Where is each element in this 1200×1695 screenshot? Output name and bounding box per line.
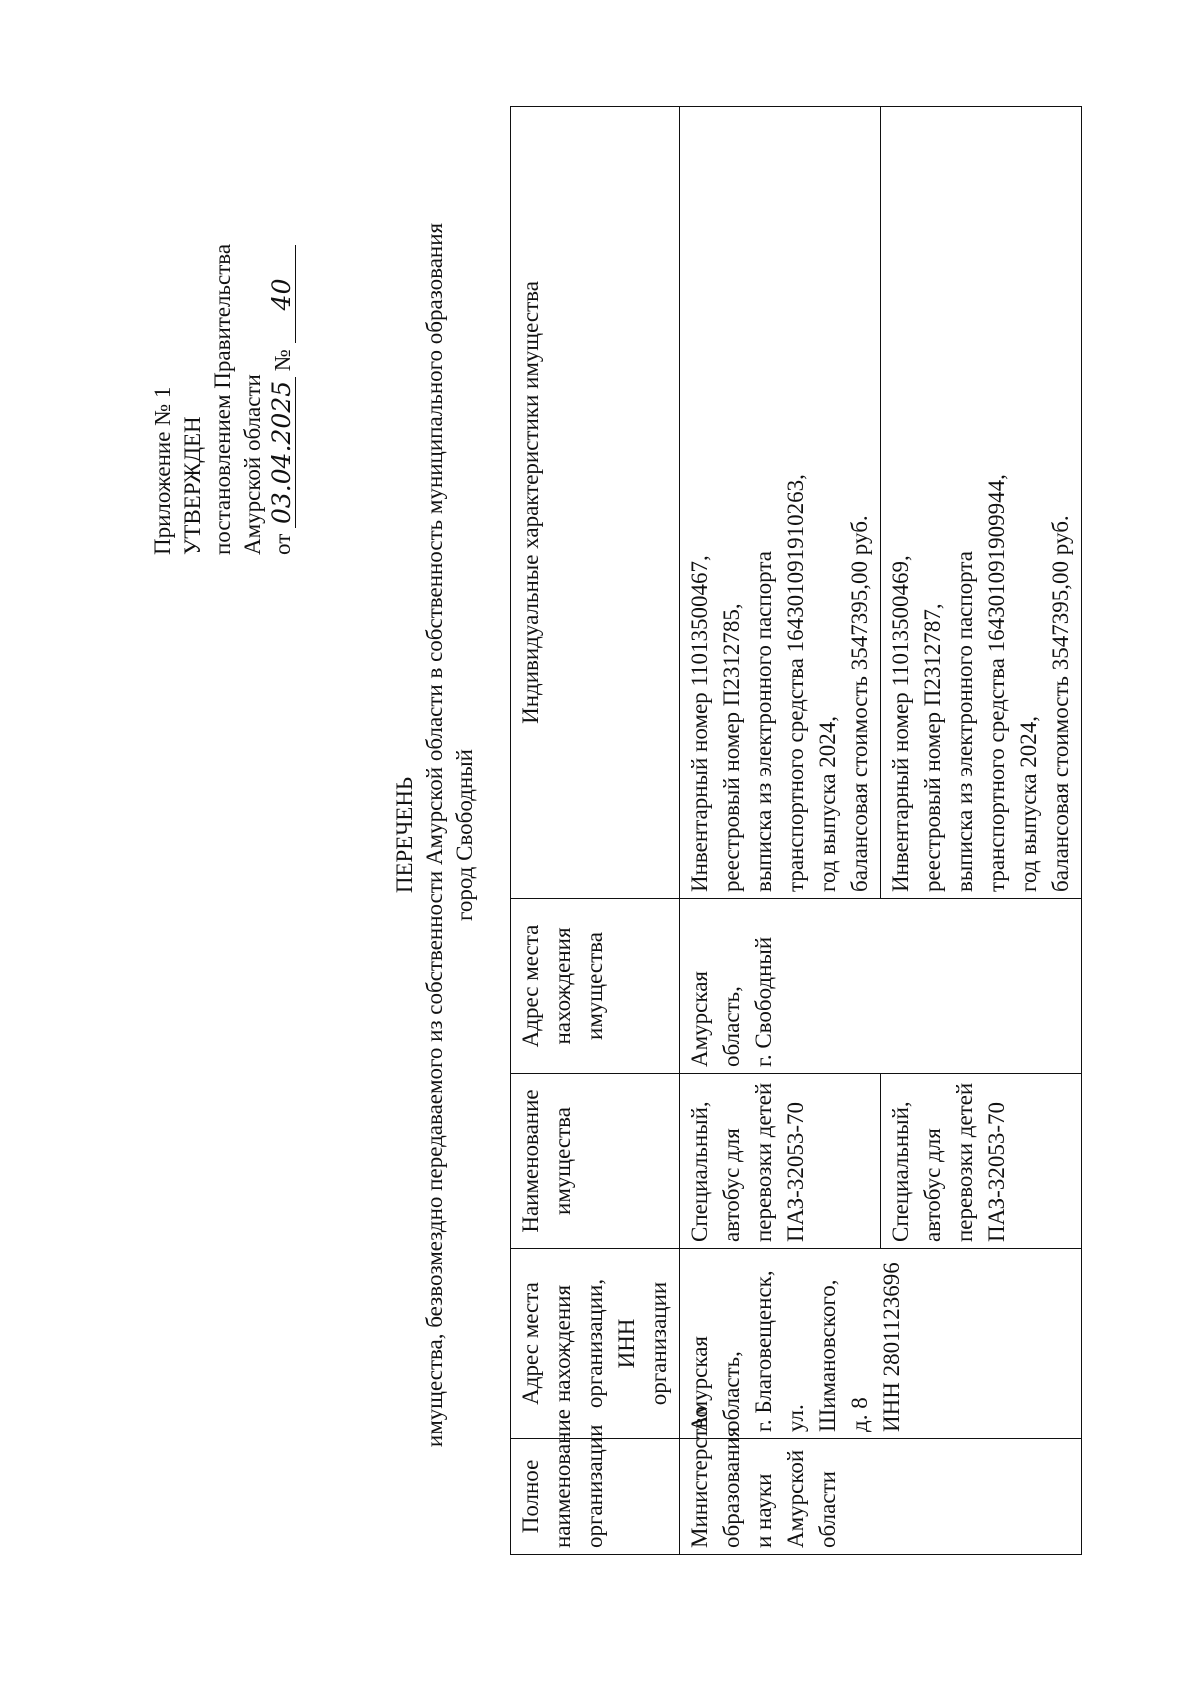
handwritten-date: 03.04.2025: [269, 377, 296, 528]
property-list-table: [510, 106, 1082, 1555]
characteristics-line: балансовая стоимость 3547395,00 руб.: [847, 515, 872, 892]
characteristics-line: балансовая стоимость 3547395,00 руб.: [1048, 515, 1073, 892]
number-label: №: [270, 349, 295, 372]
property-name-line: автобус для: [920, 1128, 945, 1242]
characteristics-line: выписка из электронного паспорта: [751, 551, 776, 892]
property-address-line: область,: [719, 986, 744, 1067]
characteristics-line: транспортного средства 164301091910263,: [783, 474, 808, 892]
property-address-line: г. Свободный: [751, 936, 776, 1067]
date-prefix: от: [270, 533, 295, 555]
characteristics-line: транспортного средства 164301091909944,: [984, 474, 1009, 892]
approval-stamp-block: [148, 125, 298, 555]
property-name-line: Специальный,: [888, 1101, 913, 1242]
header-org-name: Полное наименование организации: [511, 1439, 680, 1555]
document-subtitle-line-2: город Свободный: [452, 749, 477, 922]
header-property-name: Наименование имущества: [511, 1074, 680, 1249]
characteristics-line: Инвентарный номер 11013500467,: [687, 555, 712, 892]
approval-date-line: [268, 125, 298, 555]
characteristics-cell: [680, 107, 881, 899]
appendix-label: Приложение № 1: [150, 386, 175, 555]
approved-label: УТВЕРЖДЕН: [180, 416, 205, 555]
org-address-line: ул. Шимановского,: [783, 1279, 840, 1432]
property-address-line: Амурская: [687, 971, 712, 1067]
document-heading: ПЕРЕЧЕНЬ: [392, 776, 417, 894]
property-name-line: ПАЗ-32053-70: [783, 1102, 808, 1242]
characteristics-line: реестровый номер П2312785,: [719, 603, 744, 892]
resolution-label: постановлением Правительства: [210, 243, 235, 555]
header-characteristics: Индивидуальные характеристики имущества: [511, 107, 680, 899]
property-address-cell: [680, 899, 1082, 1074]
characteristics-line: реестровый номер П2312787,: [920, 603, 945, 892]
handwritten-number: 40: [269, 245, 296, 343]
document-subtitle-line-1: имущества, безвозмездно передаваемого из собственности Амурской области в собственность муниципального образования: [422, 222, 447, 1448]
header-property-address: Адрес места нахождения имущества: [511, 899, 680, 1074]
org-address-cell: [680, 1249, 1082, 1439]
org-inn-line: ИНН 2801123696: [879, 1262, 904, 1432]
characteristics-line: выписка из электронного паспорта: [952, 551, 977, 892]
characteristics-line: год выпуска 2024,: [1016, 715, 1041, 892]
characteristics-line: Инвентарный номер 11013500469,: [888, 555, 913, 892]
header-org-address: Адрес места нахождения организации, ИНН организации: [511, 1249, 680, 1439]
property-name-cell: [680, 1074, 881, 1249]
document-title-block: [390, 205, 480, 1465]
org-address-line: г. Благовещенск,: [751, 1270, 776, 1432]
property-name-line: ПАЗ-32053-70: [984, 1102, 1009, 1242]
property-name-line: автобус для: [719, 1128, 744, 1242]
table-row: [680, 107, 881, 1555]
characteristics-line: год выпуска 2024,: [815, 715, 840, 892]
region-label: Амурской области: [240, 374, 265, 555]
org-name-cell: Министерство образования и науки Амурской области: [680, 1439, 1082, 1555]
property-name-cell: [881, 1074, 1082, 1249]
property-name-line: перевозки детей: [952, 1082, 977, 1242]
property-name-line: перевозки детей: [751, 1082, 776, 1242]
characteristics-cell: [881, 107, 1082, 899]
org-address-line: д. 8: [847, 1397, 872, 1432]
org-address-line: Амурская область,: [687, 1336, 744, 1432]
property-name-line: Специальный,: [687, 1101, 712, 1242]
table-header-row: [511, 107, 680, 1555]
